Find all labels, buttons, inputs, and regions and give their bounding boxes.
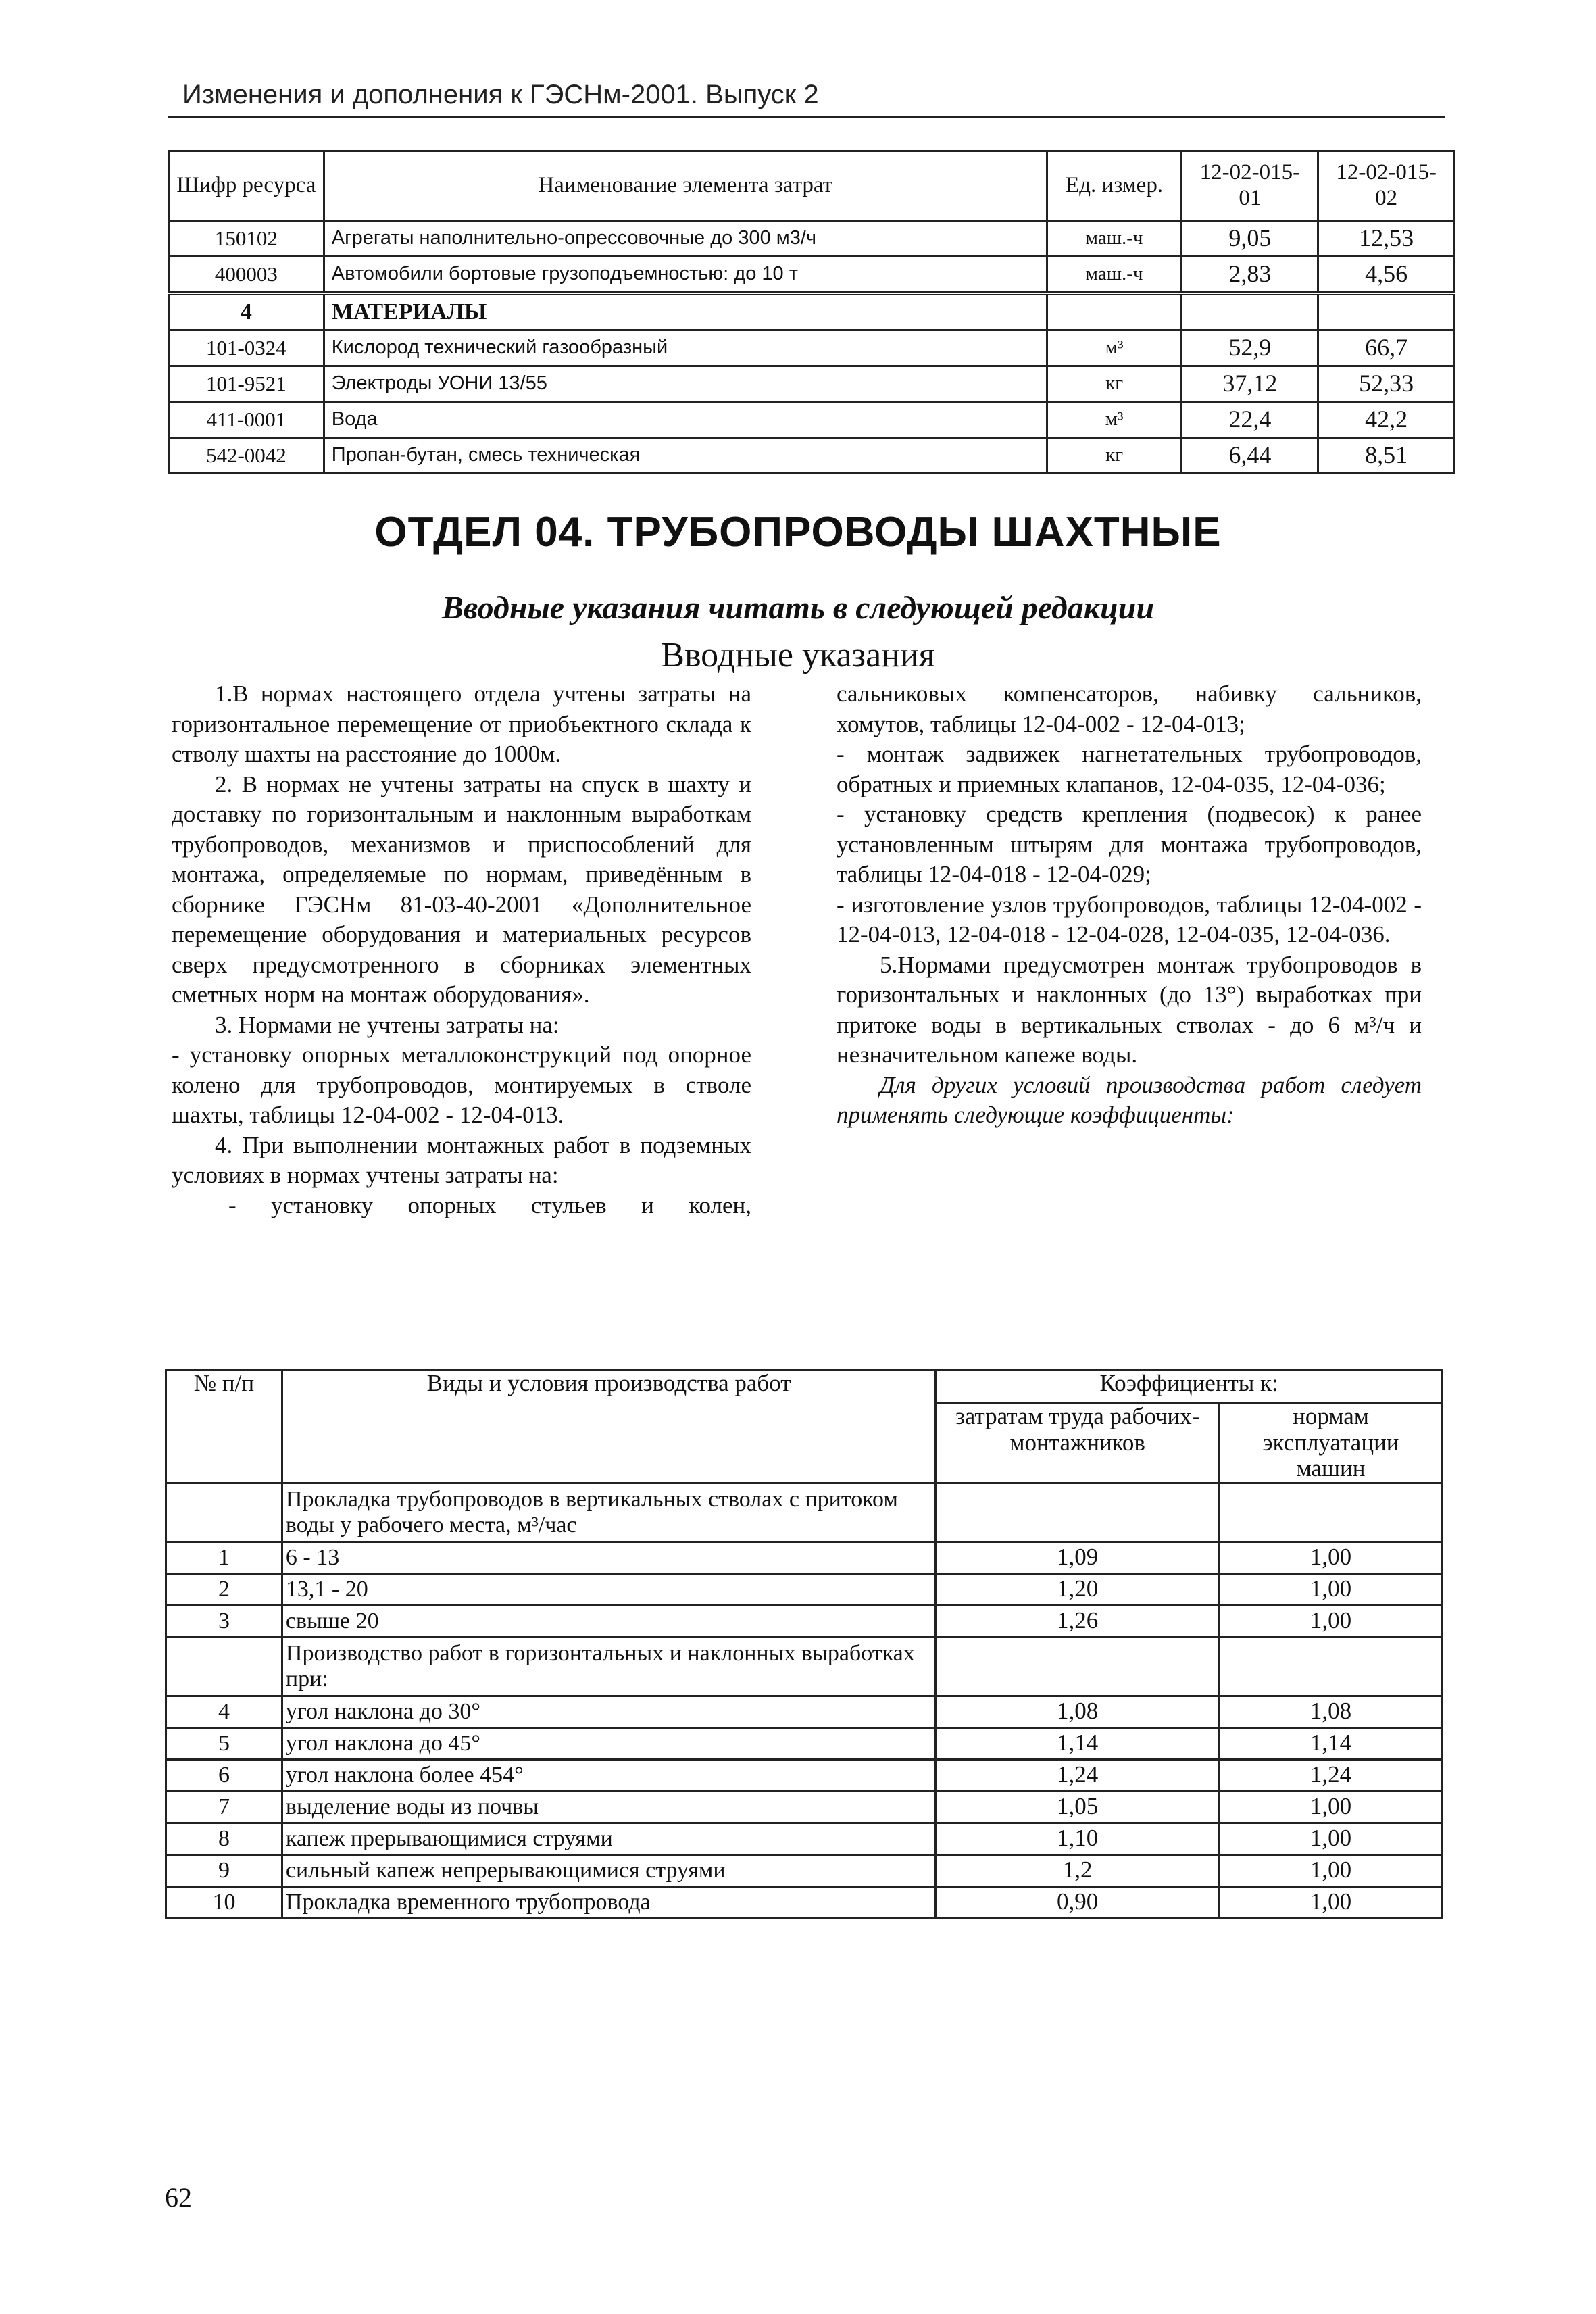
resource-unit: м³ <box>1047 402 1182 438</box>
table-row <box>166 1637 1443 1696</box>
labor-coef: 1,2 <box>936 1854 1220 1886</box>
resource-code: 411-0001 <box>169 402 324 438</box>
table-row <box>169 221 1455 257</box>
machine-coef: 1,00 <box>1220 1573 1443 1605</box>
section-title: ОТДЕЛ 04. ТРУБОПРОВОДЫ ШАХТНЫЕ <box>374 509 1222 556</box>
header-col1: 12-02-015-01 <box>1182 151 1318 221</box>
table-row <box>169 438 1455 474</box>
condition: 13,1 - 20 <box>282 1573 935 1605</box>
table-row <box>169 257 1455 294</box>
paragraph: - монтаж задвижек нагнетательных трубопроводов, обратных и приемных клапанов, 12-04-035, 12-04-036; <box>837 741 1422 797</box>
resource-value-1: 22,4 <box>1182 402 1318 438</box>
labor-coef: 1,26 <box>936 1605 1220 1637</box>
resource-value-2: 8,51 <box>1318 438 1455 474</box>
header-labor: затратам труда рабочих-монтажников <box>936 1403 1220 1483</box>
table-row <box>166 1886 1443 1918</box>
row-number: 9 <box>166 1854 282 1886</box>
empty-cell <box>936 1483 1220 1542</box>
empty-cell <box>1318 293 1455 330</box>
resource-name: Автомобили бортовые грузоподъемностью: до 10 т <box>324 257 1047 294</box>
page-number: 62 <box>165 2182 192 2213</box>
condition: угол наклона до 30° <box>282 1696 935 1727</box>
table-row <box>166 1542 1443 1573</box>
paragraph: 5.Нормами предусмотрен монтаж трубопроводов в горизонтальных и наклонных (до 13°) выработках при притоке воды в вертикальных стволах - до 6 м³/ч и незначительном капеже воды. <box>837 951 1422 1068</box>
empty-cell <box>936 1637 1220 1696</box>
table-row <box>169 330 1455 366</box>
resource-name: Вода <box>324 402 1047 438</box>
row-number: 2 <box>166 1573 282 1605</box>
machine-coef: 1,00 <box>1220 1886 1443 1918</box>
resource-value-1: 37,12 <box>1182 366 1318 402</box>
table-row <box>166 1573 1443 1605</box>
resource-value-2: 66,7 <box>1318 330 1455 366</box>
header-num: № п/п <box>166 1370 282 1483</box>
condition: капеж прерывающимися струями <box>282 1823 935 1854</box>
row-number: 8 <box>166 1823 282 1854</box>
header-code: Шифр ресурса <box>169 151 324 221</box>
row-number: 10 <box>166 1886 282 1918</box>
section-subtitle: Вводные указания читать в следующей редакции <box>441 590 1155 626</box>
resource-name: Кислород технический газообразный <box>324 330 1047 366</box>
paragraph: - изготовление узлов трубопроводов, таблицы 12-04-002 - 12-04-013, 12-04-018 - 12-04-028, 12-04-035, 12-04-036. <box>837 891 1422 947</box>
resources-table <box>168 150 1455 474</box>
row-number: 5 <box>166 1727 282 1759</box>
resource-code: 400003 <box>169 257 324 294</box>
resource-unit: маш.-ч <box>1047 221 1182 257</box>
table-row <box>166 1483 1443 1542</box>
empty-cell <box>1047 293 1182 330</box>
coefficients-table <box>165 1369 1443 1919</box>
empty-cell <box>1220 1483 1443 1542</box>
header-kind: Виды и условия производства работ <box>282 1370 935 1483</box>
header-rule <box>168 116 1445 118</box>
condition: выделение воды из почвы <box>282 1791 935 1823</box>
resource-code: 542-0042 <box>169 438 324 474</box>
table-row <box>169 366 1455 402</box>
table-row <box>169 293 1455 330</box>
table-row <box>166 1696 1443 1727</box>
resource-code: 101-0324 <box>169 330 324 366</box>
paragraph: сальниковых компенсаторов, набивку сальников, хомутов, таблицы 12-04-002 - 12-04-013; <box>837 681 1422 737</box>
group-label: Прокладка трубопроводов в вертикальных стволах с притоком воды у рабочего места, м³/час <box>282 1483 935 1542</box>
paragraph: 2. В нормах не учтены затраты на спуск в шахту и доставку по горизонтальным и наклонным выработкам трубопроводов, механизмов и приспособлений для монтажа, определяемые по нормам, приведённым в сборнике ГЭСНм 81-03-40-2001 «Дополнительное перемещение оборудования и материальных ресурсов сверх предусмотренного в сборниках элементных сметных норм на монтаж оборудования». <box>172 770 751 1008</box>
resource-name: Пропан-бутан, смесь техническая <box>324 438 1047 474</box>
paragraph: - установку опорных стульев и колен, <box>228 1191 751 1218</box>
table-row <box>166 1759 1443 1791</box>
resource-value-1: 6,44 <box>1182 438 1318 474</box>
row-number: 7 <box>166 1791 282 1823</box>
header-unit: Ед. измер. <box>1047 151 1182 221</box>
labor-coef: 1,05 <box>936 1791 1220 1823</box>
right-text-column <box>837 679 1422 1131</box>
row-number: 1 <box>166 1542 282 1573</box>
condition: 6 - 13 <box>282 1542 935 1573</box>
machine-coef: 1,00 <box>1220 1791 1443 1823</box>
machine-coef: 1,24 <box>1220 1759 1443 1791</box>
resource-code: 150102 <box>169 221 324 257</box>
empty-cell <box>1220 1637 1443 1696</box>
resource-unit: кг <box>1047 366 1182 402</box>
labor-coef: 1,09 <box>936 1542 1220 1573</box>
resource-value-2: 42,2 <box>1318 402 1455 438</box>
condition: сильный капеж непрерывающимися струями <box>282 1854 935 1886</box>
labor-coef: 1,08 <box>936 1696 1220 1727</box>
table-row <box>166 1854 1443 1886</box>
header-name: Наименование элемента затрат <box>324 151 1047 221</box>
condition: угол наклона более 454° <box>282 1759 935 1791</box>
section-name: МАТЕРИАЛЫ <box>324 293 1047 330</box>
table-row <box>166 1823 1443 1854</box>
left-text-column <box>172 679 751 1221</box>
machine-coef: 1,08 <box>1220 1696 1443 1727</box>
condition: угол наклона до 45° <box>282 1727 935 1759</box>
row-number: 4 <box>166 1696 282 1727</box>
intro-heading: Вводные указания <box>661 636 935 674</box>
resource-value-1: 2,83 <box>1182 257 1318 294</box>
paragraph: 3. Нормами не учтены затраты на: <box>215 1011 559 1038</box>
resource-value-2: 52,33 <box>1318 366 1455 402</box>
machine-coef: 1,00 <box>1220 1542 1443 1573</box>
paragraph: - установку средств крепления (подвесок) к ранее установленным штырям для монтажа трубопроводов, таблицы 12-04-018 - 12-04-029; <box>837 801 1422 887</box>
table-row <box>169 402 1455 438</box>
row-number: 3 <box>166 1605 282 1637</box>
header-coef: Коэффициенты к: <box>936 1370 1443 1403</box>
table-row <box>166 1791 1443 1823</box>
paragraph: 4. При выполнении монтажных работ в подземных условиях в нормах учтены затраты на: <box>172 1131 751 1188</box>
resource-unit: маш.-ч <box>1047 257 1182 294</box>
resource-code: 101-9521 <box>169 366 324 402</box>
resource-value-2: 12,53 <box>1318 221 1455 257</box>
labor-coef: 1,10 <box>936 1823 1220 1854</box>
resource-value-1: 52,9 <box>1182 330 1318 366</box>
labor-coef: 1,24 <box>936 1759 1220 1791</box>
labor-coef: 0,90 <box>936 1886 1220 1918</box>
running-header: Изменения и дополнения к ГЭСНм-2001. Выпуск 2 <box>182 80 819 109</box>
resource-name: Электроды УОНИ 13/55 <box>324 366 1047 402</box>
resource-unit: кг <box>1047 438 1182 474</box>
machine-coef: 1,14 <box>1220 1727 1443 1759</box>
empty-cell <box>1182 293 1318 330</box>
condition: Прокладка временного трубопровода <box>282 1886 935 1918</box>
header-col2: 12-02-015-02 <box>1318 151 1455 221</box>
condition: свыше 20 <box>282 1605 935 1637</box>
table-row <box>166 1605 1443 1637</box>
group-label: Производство работ в горизонтальных и наклонных выработках при: <box>282 1637 935 1696</box>
machine-coef: 1,00 <box>1220 1605 1443 1637</box>
labor-coef: 1,14 <box>936 1727 1220 1759</box>
paragraph: 1.В нормах настоящего отдела учтены затраты на горизонтальное перемещение от приобъектного склада к стволу шахты на расстояние до 1000м. <box>172 681 751 767</box>
resource-unit: м³ <box>1047 330 1182 366</box>
section-code: 4 <box>169 293 324 330</box>
paragraph: Для других условий производства работ следует применять следующие коэффициенты: <box>837 1071 1422 1128</box>
machine-coef: 1,00 <box>1220 1854 1443 1886</box>
resource-name: Агрегаты наполнительно-опрессовочные до 300 м3/ч <box>324 221 1047 257</box>
row-number: 6 <box>166 1759 282 1791</box>
labor-coef: 1,20 <box>936 1573 1220 1605</box>
row-number <box>166 1637 282 1696</box>
machine-coef: 1,00 <box>1220 1823 1443 1854</box>
resource-value-2: 4,56 <box>1318 257 1455 294</box>
header-machines: нормам эксплуатации машин <box>1220 1403 1443 1483</box>
row-number <box>166 1483 282 1542</box>
paragraph: - установку опорных металлоконструкций под опорное колено для трубопроводов, монтируемых в стволе шахты, таблицы 12-04-002 - 12-04-013. <box>172 1041 751 1128</box>
resource-value-1: 9,05 <box>1182 221 1318 257</box>
table-row <box>166 1727 1443 1759</box>
